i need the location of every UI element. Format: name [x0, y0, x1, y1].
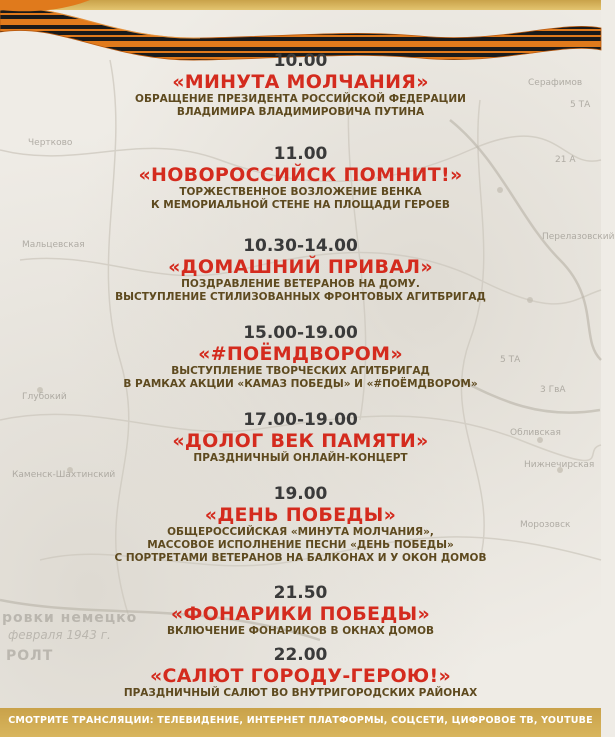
event-title: «ФОНАРИКИ ПОБЕДЫ» [170, 603, 431, 625]
map-label: февраля 1943 г. [8, 628, 111, 642]
event-time: 21.50 [273, 583, 328, 603]
event-description-line: С ПОРТРЕТАМИ ВЕТЕРАНОВ НА БАЛКОНАХ И У ОКОН ДОМОВ [114, 552, 487, 564]
map-label: Серафимов [528, 78, 583, 88]
event-title: «ДЕНЬ ПОБЕДЫ» [204, 504, 397, 526]
event-item [0, 52, 601, 145]
event-description-line: ВКЛЮЧЕНИЕ ФОНАРИКОВ В ОКНАХ ДОМОВ [166, 625, 435, 637]
map-label: Перелазовский [542, 232, 615, 242]
event-description-line: ПРАЗДНИЧНЫЙ САЛЮТ ВО ВНУТРИГОРОДСКИХ РАЙОНАХ [123, 687, 478, 699]
map-label: Чертково [28, 138, 73, 148]
event-description-line: ВЛАДИМИРА ВЛАДИМИРОВИЧА ПУТИНА [176, 106, 425, 118]
event-description-line: ОБЩЕРОССИЙСКАЯ «МИНУТА МОЛЧАНИЯ», [167, 526, 434, 538]
event-item [0, 145, 601, 237]
event-item [0, 324, 601, 411]
event-title: «#ПОЁМДВОРОМ» [198, 343, 403, 365]
event-title: «НОВОРОССИЙСК ПОМНИТ!» [138, 164, 463, 186]
event-time: 15.00-19.00 [243, 323, 358, 343]
event-item [0, 584, 601, 646]
event-description-line: К МЕМОРИАЛЬНОЙ СТЕНЕ НА ПЛОЩАДИ ГЕРОЕВ [151, 199, 450, 211]
event-time: 22.00 [273, 645, 328, 665]
event-schedule [0, 52, 601, 700]
event-description-line: ВЫСТУПЛЕНИЕ СТИЛИЗОВАННЫХ ФРОНТОВЫХ АГИТБРИГАД [115, 291, 486, 303]
event-time: 19.00 [273, 484, 328, 504]
event-description-line: ОБРАЩЕНИЕ ПРЕЗИДЕНТА РОССИЙСКОЙ ФЕДЕРАЦИИ [135, 93, 466, 105]
event-title: «ДОЛОГ ВЕК ПАМЯТИ» [172, 430, 429, 452]
event-description-line: ПОЗДРАВЛЕНИЕ ВЕТЕРАНОВ НА ДОМУ. [181, 278, 420, 290]
map-label: Морозовск [520, 520, 571, 530]
event-time: 10.00 [273, 51, 328, 71]
event-description-line: ВЫСТУПЛЕНИЕ ТВОРЧЕСКИХ АГИТБРИГАД [171, 365, 430, 377]
map-label: 5 ТА [500, 355, 521, 365]
event-description-line: МАССОВОЕ ИСПОЛНЕНИЕ ПЕСНИ «ДЕНЬ ПОБЕДЫ» [147, 539, 454, 551]
event-title: «САЛЮТ ГОРОДУ-ГЕРОЮ!» [149, 665, 452, 687]
event-title: «ДОМАШНИЙ ПРИВАЛ» [168, 256, 433, 278]
event-description-line: ТОРЖЕСТВЕННОЕ ВОЗЛОЖЕНИЕ ВЕНКА [179, 186, 422, 198]
event-item [0, 485, 601, 584]
map-label: Мальцевская [22, 240, 85, 250]
map-label: Каменск-Шахтинский [12, 470, 116, 480]
event-time: 17.00-19.00 [243, 410, 358, 430]
footer-banner: СМОТРИТЕ ТРАНСЛЯЦИИ: ТЕЛЕВИДЕНИЕ, ИНТЕРНЕТ ПЛАТФОРМЫ, СОЦСЕТИ, ЦИФРОВОЕ ТВ, YOUTUBE [0, 708, 601, 737]
map-label: Обливская [510, 428, 561, 438]
map-label: ровки немецко [2, 610, 138, 626]
event-title: «МИНУТА МОЛЧАНИЯ» [172, 71, 429, 93]
map-label: Глубокий [22, 392, 67, 402]
map-label: 21 А [555, 155, 576, 165]
event-description-line: ПРАЗДНИЧНЫЙ ОНЛАЙН-КОНЦЕРТ [193, 452, 408, 464]
map-label: РОЛТ [6, 648, 54, 664]
event-description-line: В РАМКАХ АКЦИИ «КАМАЗ ПОБЕДЫ» И «#ПОЁМДВОРОМ» [123, 378, 478, 390]
map-label: 5 ТА [570, 100, 591, 110]
event-item [0, 646, 601, 700]
event-item [0, 237, 601, 324]
event-item [0, 411, 601, 485]
event-time: 10.30-14.00 [243, 236, 358, 256]
event-time: 11.00 [273, 144, 328, 164]
map-label: Нижнечирская [524, 460, 595, 470]
map-label: 3 ГвА [540, 385, 566, 395]
